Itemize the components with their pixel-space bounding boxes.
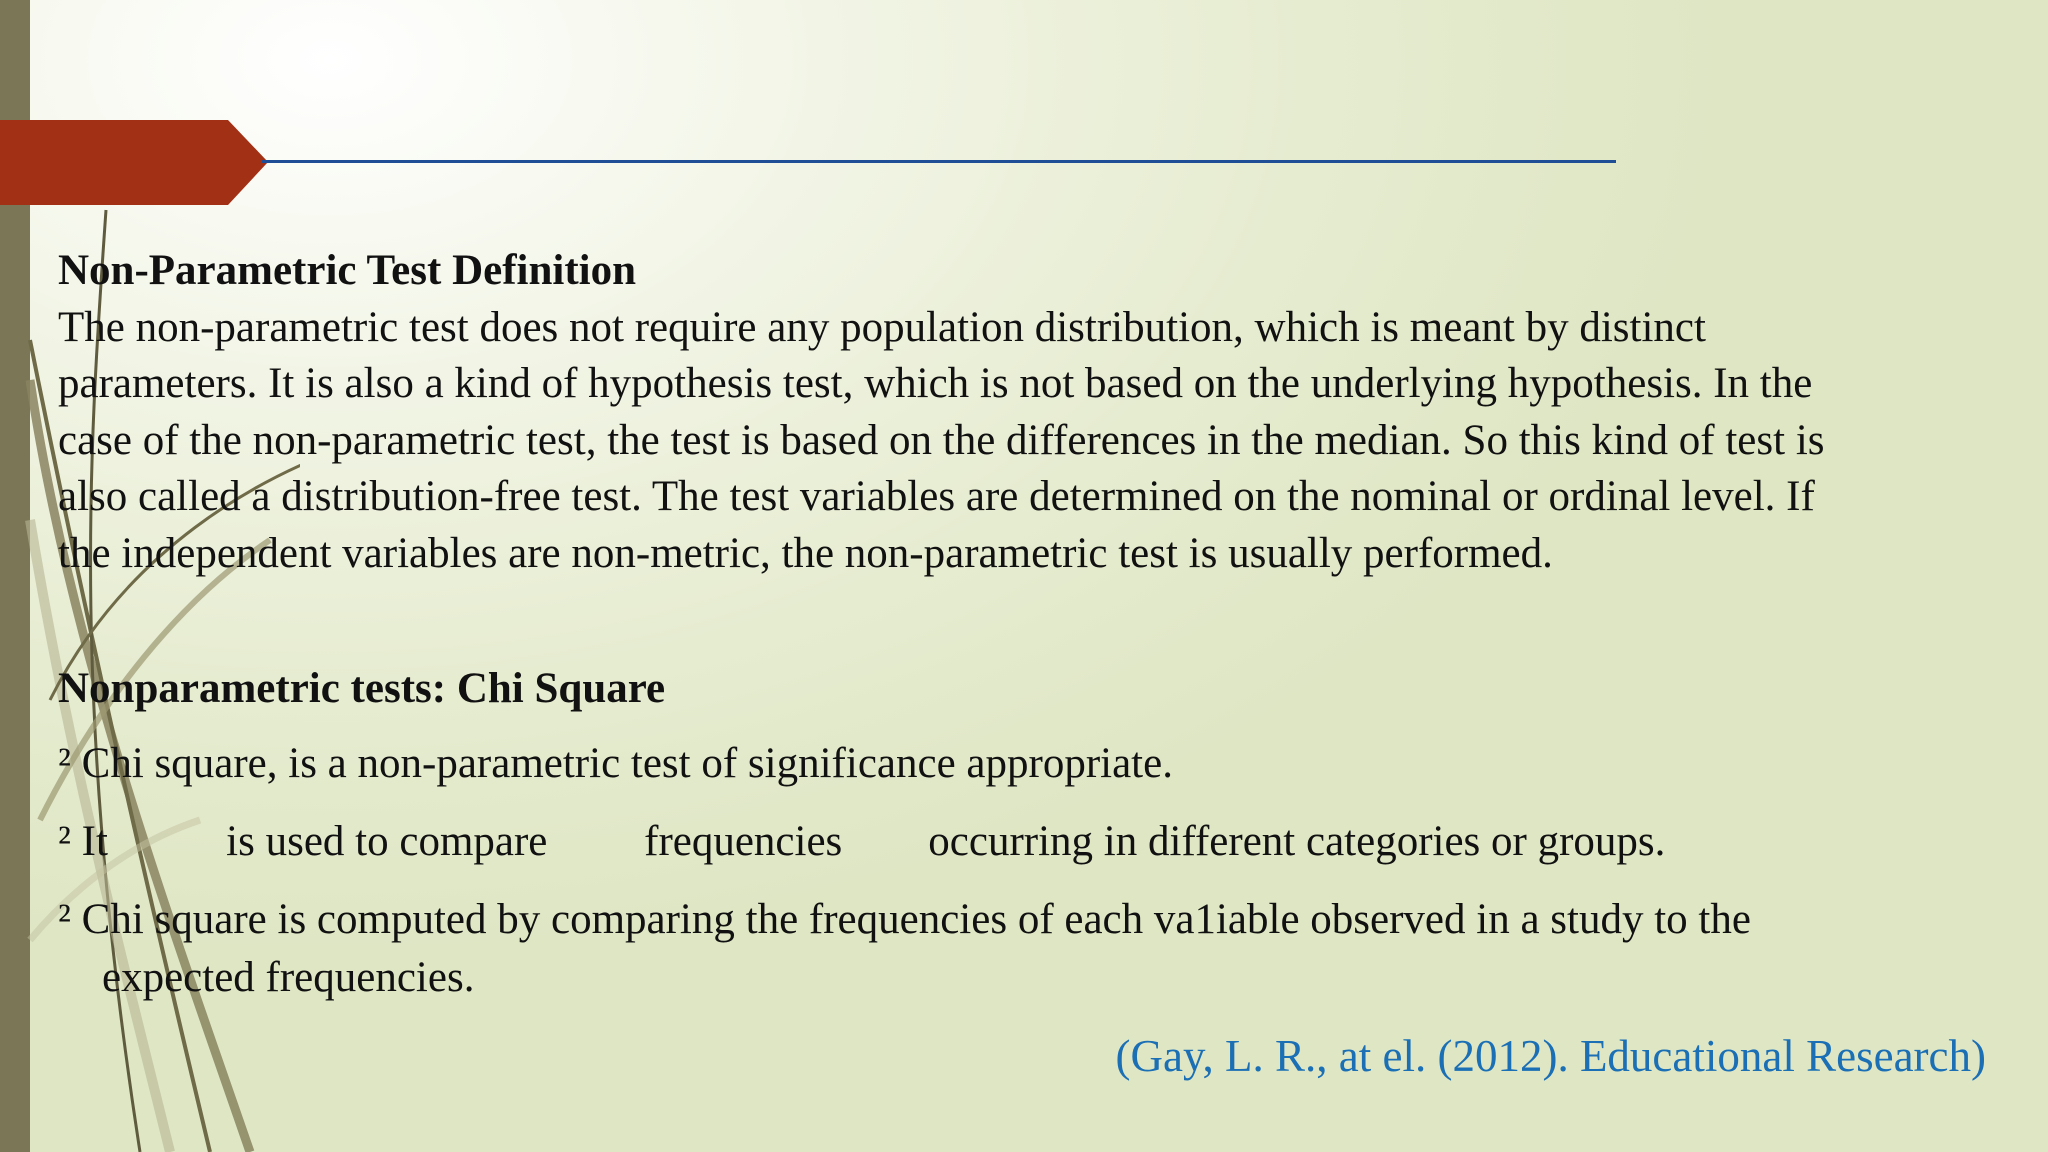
definition-line: The non-parametric test does not require any population distribution, which is meant by distinct [58,303,1706,351]
definition-line: parameters. It is also a kind of hypothesis test, which is not based on the underlying hypothesis. In the [58,360,1813,407]
definition-line: the independent variables are non-metric, the non-parametric test is usually performed. [58,529,1553,577]
slide-body [58,243,2008,1007]
bullet-item: ² Chi square, is a non-parametric test of significance appropriate. [58,739,1173,787]
section-heading-chi-square: Nonparametric tests: Chi Square [58,665,666,712]
bullet-item: ² It is used to compare frequencies occurring in different categories or groups. [58,818,1666,865]
section-heading-definition: Non-Parametric Test Definition [58,247,637,294]
title-accent-tab [0,120,268,205]
citation: (Gay, L. R., at el. (2012). Educational Research) [1115,1031,1986,1081]
bullet-item: ² Chi square is computed by comparing the frequencies of each va1iable observed in a study to the [58,895,1751,943]
definition-line: also called a distribution-free test. The test variables are determined on the nominal or ordinal level. If [58,473,1815,520]
bullet-item-continuation: expected frequencies. [102,954,475,1001]
definition-line: case of the non-parametric test, the test is based on the differences in the median. So this kind of test is [58,416,1825,464]
title-divider-line [262,160,1616,163]
